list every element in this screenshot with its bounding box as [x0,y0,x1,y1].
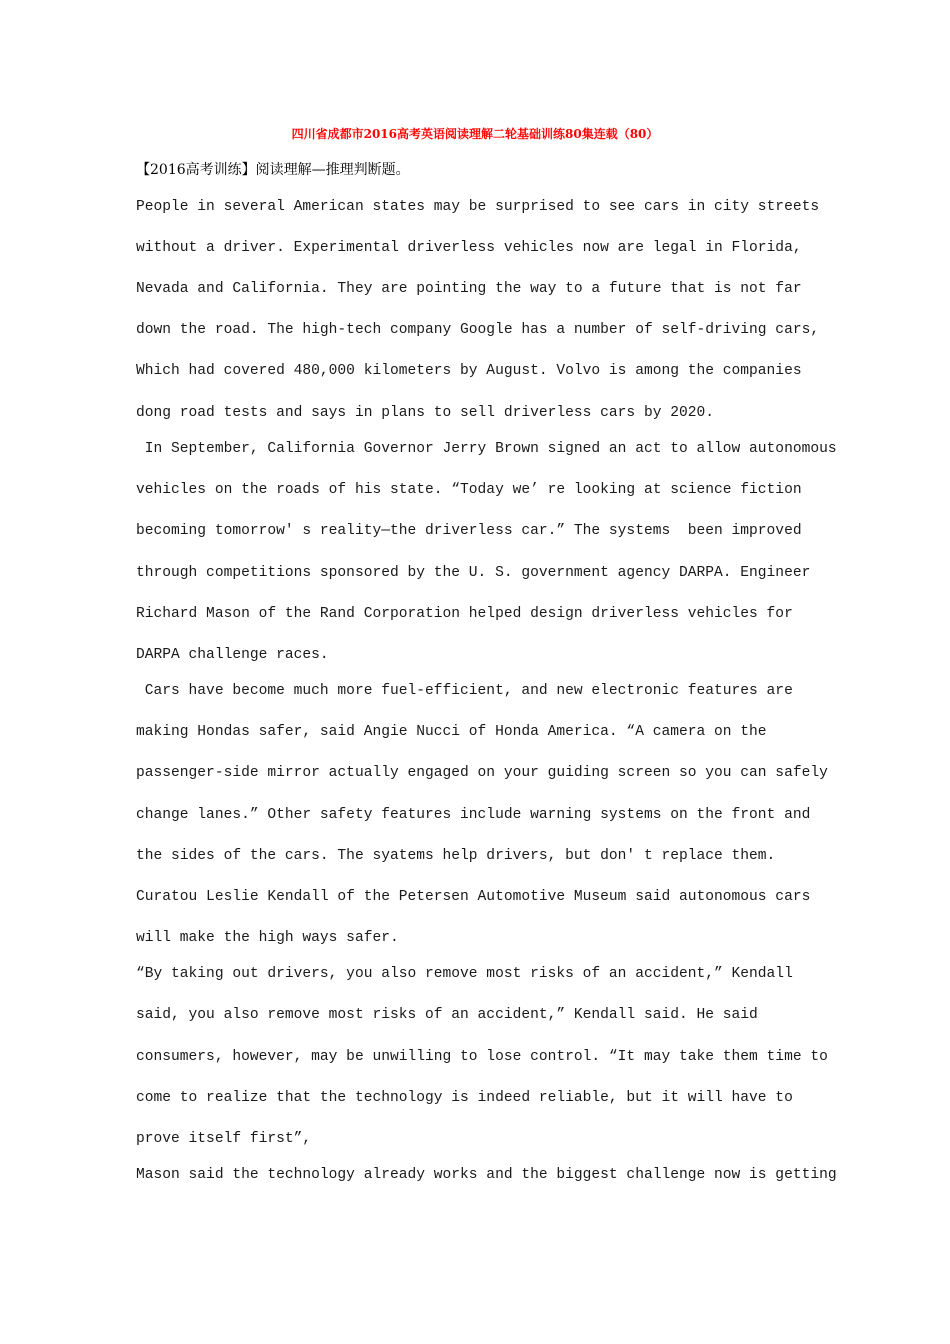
text-line: Mason said the technology already works and the biggest challenge now is getting [136,1167,837,1183]
page-title: 四川省成都市2016高考英语阅读理解二轮基础训练80集连载（80） [291,127,659,141]
text-line: In September, California Governor Jerry Brown signed an act to allow autonomous [136,441,837,457]
text-line: through competitions sponsored by the U. S. government agency DARPA. Engineer [136,565,811,581]
text-line: Cars have become much more fuel-efficient, and new electronic features are [136,683,793,699]
text-line: People in several American states may be surprised to see cars in city streets [136,199,820,215]
text-line: consumers, however, may be unwilling to lose control. “It may take them time to [136,1049,828,1065]
text-line: Nevada and California. They are pointing the way to a future that is not far [136,281,802,297]
text-line: prove itself first”, [136,1131,312,1147]
text-line: come to realize that the technology is indeed reliable, but it will have to [136,1090,793,1106]
text-line: Which had covered 480,000 kilometers by August. Volvo is among the companies [136,363,802,379]
text-line: will make the high ways safer. [136,930,399,946]
text-line: change lanes.” Other safety features include warning systems on the front and [136,807,811,823]
text-line: becoming tomorrow′ s reality—the driverless car.” The systems been improved [136,523,802,539]
text-line: without a driver. Experimental driverless vehicles now are legal in Florida, [136,240,802,256]
text-line: Curatou Leslie Kendall of the Petersen Automotive Museum said autonomous cars [136,889,811,905]
text-line: down the road. The high-tech company Google has a number of self-driving cars, [136,322,820,338]
text-line: the sides of the cars. The syatems help drivers, but don′ t replace them. [136,848,776,864]
text-line: vehicles on the roads of his state. “Today we’ re looking at science fiction [136,482,802,498]
text-line: said, you also remove most risks of an accident,” Kendall said. He said [136,1007,758,1023]
text-line: making Hondas safer, said Angie Nucci of Honda America. “A camera on the [136,724,767,740]
text-line: passenger-side mirror actually engaged on your guiding screen so you can safely [136,765,828,781]
text-line: “By taking out drivers, you also remove most risks of an accident,” Kendall [136,966,793,982]
section-subtitle: 【2016高考训练】阅读理解—推理判断题。 [136,162,410,178]
text-line: dong road tests and says in plans to sell driverless cars by 2020. [136,405,715,421]
text-line: Richard Mason of the Rand Corporation helped design driverless vehicles for [136,606,793,622]
text-line: DARPA challenge races. [136,647,329,663]
